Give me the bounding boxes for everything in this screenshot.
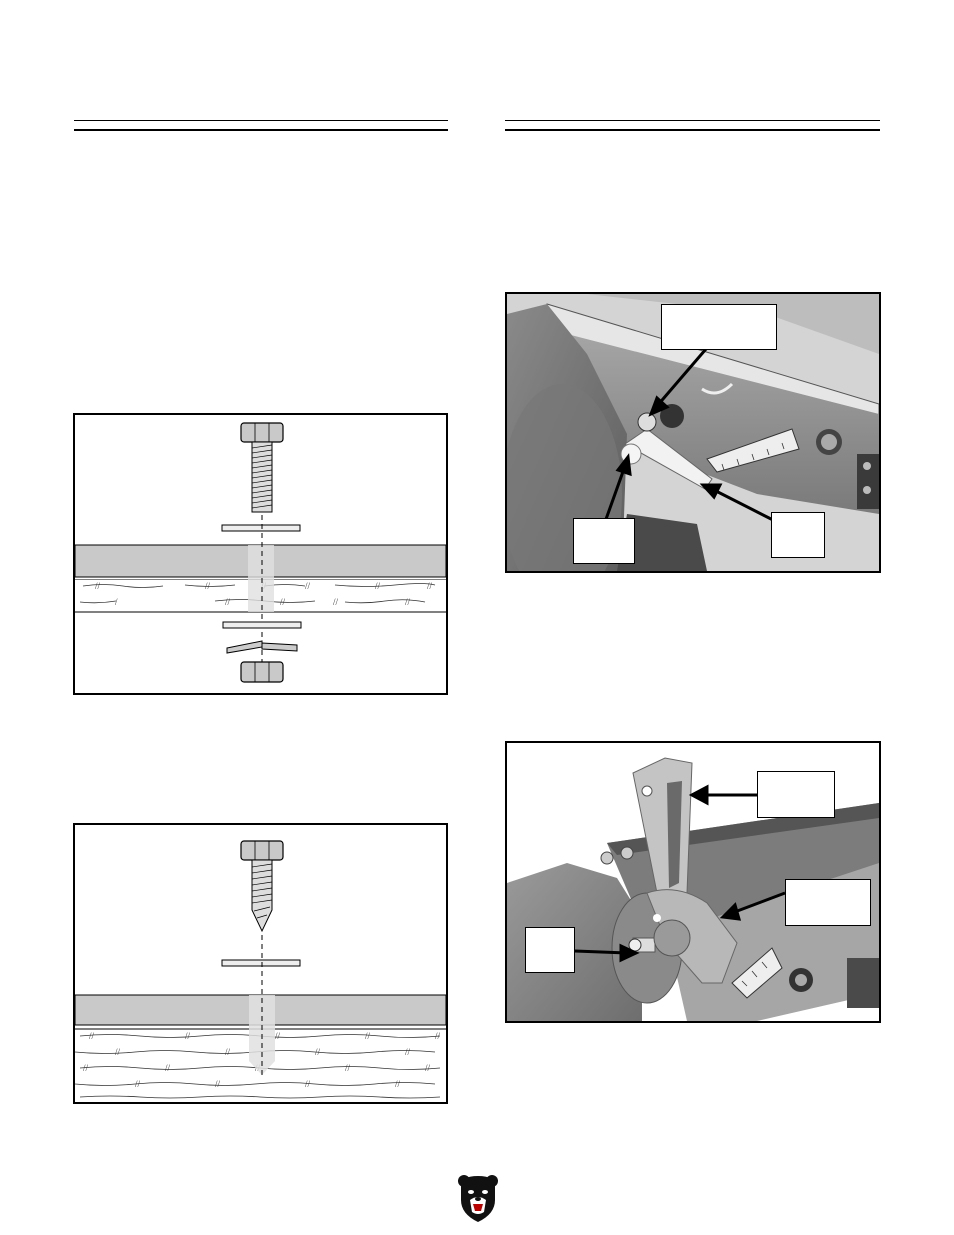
svg-text://: // [95, 581, 101, 591]
svg-text://: // [345, 1063, 351, 1073]
lag-screw-washer-into-wood-diagram-icon [75, 825, 446, 1102]
svg-text://: // [205, 581, 211, 591]
svg-text://: // [315, 1047, 321, 1057]
svg-text://: // [375, 581, 381, 591]
svg-text://: // [280, 597, 286, 607]
svg-text://: // [395, 1079, 401, 1089]
figure-bolt-through-assembly [73, 413, 448, 695]
figure-bolt-lag-assembly [73, 823, 448, 1104]
grizzly-bear-logo-icon [457, 1172, 499, 1224]
callout-box-left [573, 518, 635, 564]
grizzly-logo [457, 1172, 499, 1224]
left-header-rule-thick [74, 129, 448, 131]
svg-text://: // [135, 1079, 141, 1089]
callout-box-mid-right [785, 879, 871, 926]
svg-text://: // [83, 1063, 89, 1073]
callout-box-top [661, 304, 777, 350]
bolt-nut-washer-through-panel-diagram-icon [75, 415, 446, 693]
svg-text://: // [225, 1047, 231, 1057]
callout-box-right [771, 512, 825, 558]
right-header-rule-thin [505, 120, 880, 121]
svg-text://: // [305, 581, 311, 591]
svg-text://: // [215, 1079, 221, 1089]
svg-text://: // [225, 597, 231, 607]
svg-text://: // [165, 1063, 171, 1073]
figure-miter-lock-photo [505, 292, 881, 573]
callout-box-upper-right [757, 771, 835, 818]
svg-text://: // [427, 581, 433, 591]
svg-text://: // [405, 1047, 411, 1057]
right-header-rule-thick [505, 129, 880, 131]
svg-text://: // [185, 1031, 191, 1041]
svg-text://: // [305, 1079, 311, 1089]
svg-text:/: / [115, 597, 118, 607]
svg-text://: // [333, 597, 339, 607]
svg-text://: // [365, 1031, 371, 1041]
svg-text://: // [89, 1031, 95, 1041]
figure-miter-pointer-photo [505, 741, 881, 1023]
left-header-rule-thin [74, 120, 448, 121]
callout-box-left [525, 927, 575, 973]
svg-text://: // [275, 1031, 281, 1041]
svg-text://: // [405, 597, 411, 607]
svg-text://: // [115, 1047, 121, 1057]
svg-text://: // [435, 1031, 441, 1041]
svg-text://: // [425, 1063, 431, 1073]
